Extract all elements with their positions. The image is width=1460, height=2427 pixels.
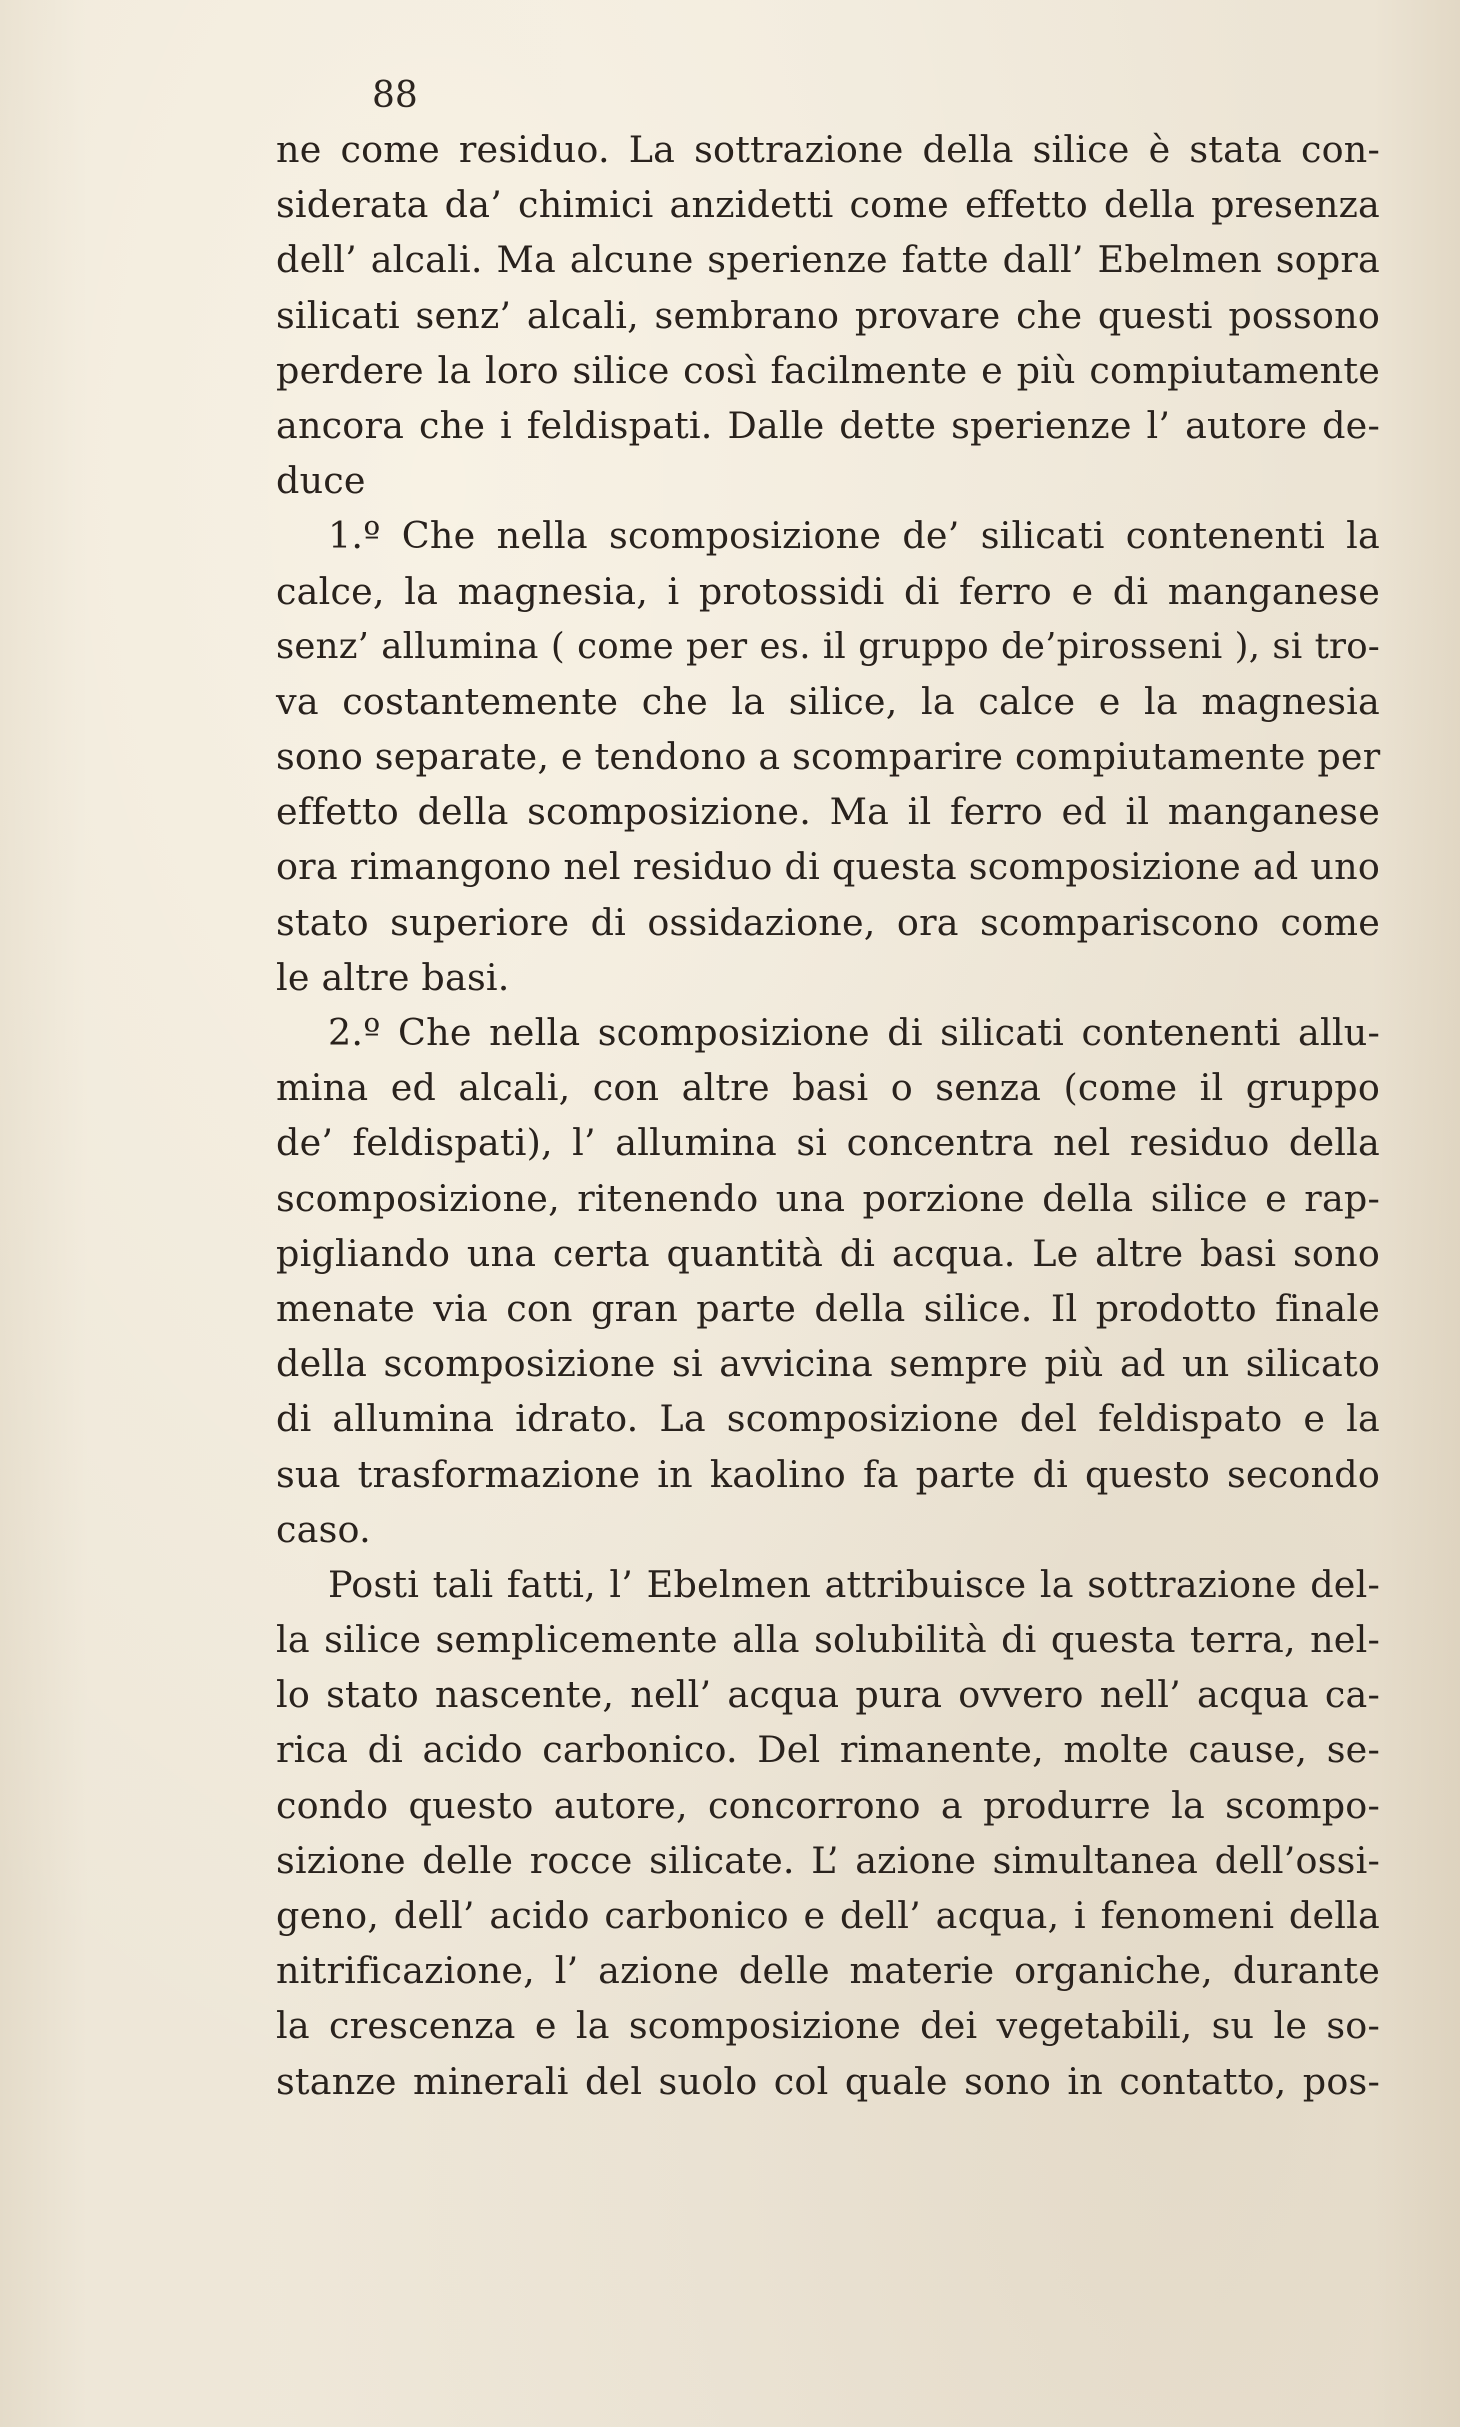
text-line: Posti tali fatti, l’ Ebelmen attribuisce la sottrazione del- — [328, 1562, 1380, 1606]
text-line: ora rimangono nel residuo di questa scomposizione ad uno — [276, 845, 1380, 889]
text-line: duce — [276, 459, 366, 503]
text-line: mina ed alcali, con altre basi o senza (come il gruppo — [276, 1066, 1380, 1110]
text-line: sizione delle rocce silicate. L’ azione simultanea dell’ossi- — [276, 1838, 1380, 1882]
text-line: lo stato nascente, nell’ acqua pura ovvero nell’ acqua ca- — [276, 1673, 1380, 1717]
text-line: sono separate, e tendono a scomparire compiutamente per — [276, 735, 1381, 779]
text-line: la silice semplicemente alla solubilità di questa terra, nel- — [276, 1618, 1380, 1662]
text-line: di allumina idrato. La scomposizione del feldispato e la — [276, 1397, 1380, 1441]
text-line: condo questo autore, concorrono a produrre la scompo- — [276, 1783, 1380, 1827]
text-line: va costantemente che la silice, la calce e la magnesia — [276, 679, 1380, 723]
text-line: stato superiore di ossidazione, ora scompariscono come — [276, 900, 1380, 944]
text-line: nitrificazione, l’ azione delle materie organiche, durante — [276, 1949, 1380, 1993]
text-line: ne come residuo. La sottrazione della silice è stata con- — [276, 128, 1380, 171]
page-number: 88 — [372, 75, 418, 116]
text-line: siderata da’ chimici anzidetti come effetto della presenza — [276, 183, 1380, 227]
text-line: effetto della scomposizione. Ma il ferro ed il manganese — [276, 790, 1380, 834]
text-line: pigliando una certa quantità di acqua. Le altre basi sono — [276, 1231, 1380, 1275]
text-line: perdere la loro silice così facilmente e più compiutamente — [276, 348, 1380, 392]
text-line: de’ feldispati), l’ allumina si concentra nel residuo della — [276, 1121, 1380, 1165]
text-line: calce, la magnesia, i protossidi di ferro e di manganese — [276, 569, 1380, 613]
text-line: menate via con gran parte della silice. Il prodotto finale — [276, 1286, 1380, 1330]
text-line: sua trasformazione in kaolino fa parte di questo secondo — [276, 1452, 1380, 1496]
text-line: la crescenza e la scomposizione dei vegetabili, su le so- — [276, 2004, 1380, 2048]
text-line: geno, dell’ acido carbonico e dell’ acqua, i fenomeni della — [276, 1894, 1380, 1937]
text-line: 2.º Che nella scomposizione di silicati contenenti allu- — [328, 1011, 1380, 1054]
text-line: stanze minerali del suolo col quale sono in contatto, pos- — [276, 2059, 1380, 2103]
text-line: scomposizione, ritenendo una porzione della silice e rap- — [276, 1176, 1380, 1220]
text-line: 1.º Che nella scomposizione de’ silicati contenenti la — [328, 514, 1380, 558]
text-line: della scomposizione si avvicina sempre più ad un silicato — [276, 1342, 1380, 1386]
text-line: rica di acido carbonico. Del rimanente, molte cause, se- — [276, 1728, 1380, 1772]
text-line: silicati senz’ alcali, sembrano provare che questi possono — [276, 293, 1380, 337]
text-line: ancora che i feldispati. Dalle dette sperienze l’ autore de- — [276, 403, 1380, 447]
text-line: senz’ allumina ( come per es. il gruppo de’pirosseni ), si tro- — [276, 625, 1380, 667]
text-line: dell’ alcali. Ma alcune sperienze fatte dall’ Ebelmen sopra — [276, 238, 1380, 282]
body-text — [276, 122, 1380, 2109]
text-line: caso. — [276, 1507, 371, 1551]
text-line: le altre basi. — [276, 955, 510, 999]
